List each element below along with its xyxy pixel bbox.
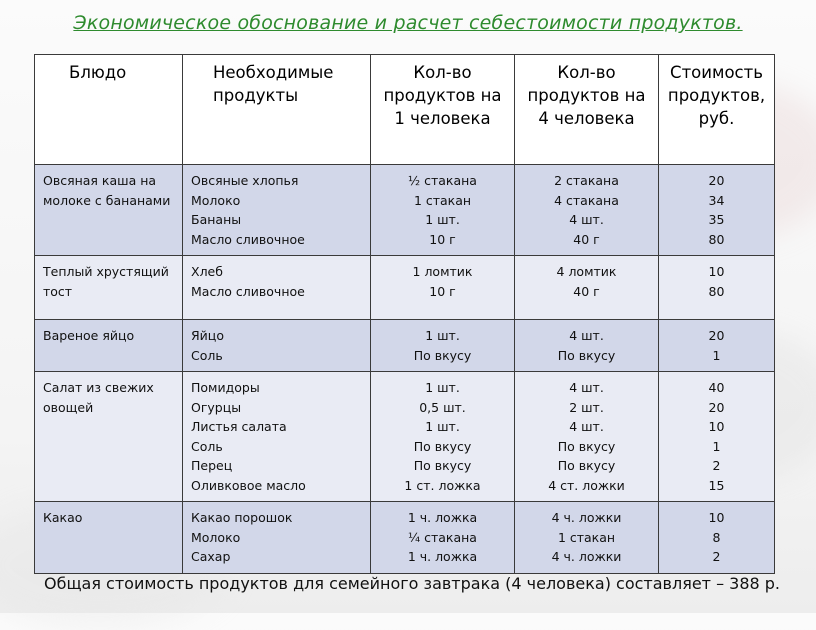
product-item-cell [183, 256, 371, 320]
product-item-cell [183, 320, 371, 372]
header-qty-4-persons: Кол-во продуктов на 4 человека [515, 55, 659, 165]
page-title: Экономическое обоснование и расчет себестоимости продуктов. [73, 12, 743, 34]
product-item: Соль [191, 347, 223, 363]
table-row [35, 256, 775, 320]
product-item: Огурцы [191, 399, 242, 415]
product-item: Масло сливочное [191, 283, 305, 299]
qty-4-persons-cell [515, 320, 659, 372]
qty-4-persons-cell [515, 256, 659, 320]
qty-4-persons-cell [515, 165, 659, 256]
product-item-cell [183, 502, 371, 574]
qty-4-persons: 4 ч. ложки [551, 549, 622, 564]
qty-4-persons-cell [515, 502, 659, 574]
qty-4-persons: 4 шт. [569, 328, 604, 343]
qty-4-persons: 4 ломтик [556, 264, 617, 279]
table-row [35, 320, 775, 372]
cost-value: 40 [708, 380, 725, 395]
total-cost-summary: Общая стоимость продуктов для семейного завтрака (4 человека) составляет – 388 р. [44, 574, 781, 593]
cost-value: 35 [708, 212, 725, 227]
qty-4-persons: 2 стакана [554, 173, 619, 188]
qty-4-persons: 4 шт. [569, 380, 604, 395]
product-item: Молоко [191, 529, 241, 545]
qty-1-person: 1 шт. [425, 212, 460, 227]
cost-value: 2 [712, 549, 721, 564]
table-row [35, 502, 775, 574]
product-item: Оливковое масло [191, 477, 306, 493]
dish-name: Салат из свежих овощей [35, 372, 183, 502]
qty-4-persons: 4 ч. ложки [551, 510, 622, 525]
cost-value: 20 [708, 399, 725, 415]
product-item: Хлеб [191, 264, 223, 279]
product-item: Листья салата [191, 419, 287, 434]
qty-4-persons: По вкусу [557, 347, 616, 363]
cost-value: 1 [712, 347, 721, 363]
qty-4-persons: 4 ст. ложки [548, 477, 625, 493]
qty-1-person-cell [371, 502, 515, 574]
product-item: Молоко [191, 192, 241, 208]
cost-value: 10 [708, 419, 725, 434]
cost-value-cell [659, 256, 775, 320]
qty-1-person: 1 ч. ложка [407, 549, 478, 564]
header-dish: Блюдо [35, 55, 183, 165]
product-item: Яйцо [191, 328, 224, 343]
cost-value: 20 [708, 328, 725, 343]
cost-value: 10 [708, 264, 725, 279]
qty-4-persons-cell [515, 372, 659, 502]
qty-4-persons: 40 г [573, 283, 600, 299]
qty-1-person-cell [371, 320, 515, 372]
qty-4-persons: По вкусу [557, 458, 616, 473]
qty-1-person: 1 ст. ложка [404, 477, 481, 493]
qty-1-person: 10 г [429, 283, 456, 299]
product-item: Бананы [191, 212, 242, 227]
header-products: Необходимые продукты [183, 55, 371, 165]
product-item: Сахар [191, 549, 231, 564]
product-item: Масло сливочное [191, 231, 305, 247]
qty-1-person: По вкусу [413, 347, 472, 363]
qty-4-persons: 4 стакана [554, 192, 619, 208]
product-item: Соль [191, 438, 223, 454]
qty-4-persons: 4 шт. [569, 419, 604, 434]
cost-value: 1 [712, 438, 721, 454]
qty-4-persons: 40 г [573, 231, 600, 247]
qty-1-person: 1 шт. [425, 419, 460, 434]
qty-1-person: 1 шт. [425, 380, 460, 395]
cost-value: 80 [708, 283, 725, 299]
cost-value-cell [659, 502, 775, 574]
cost-value: 80 [708, 231, 725, 247]
cost-value-cell [659, 372, 775, 502]
qty-1-person: ½ стакана [408, 173, 477, 188]
qty-1-person: По вкусу [413, 438, 472, 454]
dish-name: Вареное яйцо [35, 320, 183, 372]
table-row [35, 165, 775, 256]
cost-value: 2 [712, 458, 721, 473]
qty-4-persons: 4 шт. [569, 212, 604, 227]
dish-name: Какао [35, 502, 183, 574]
qty-1-person-cell [371, 372, 515, 502]
qty-4-persons: 1 стакан [557, 529, 616, 545]
product-item-cell [183, 165, 371, 256]
cost-value: 8 [712, 529, 721, 545]
qty-1-person: 1 стакан [413, 192, 472, 208]
qty-1-person: По вкусу [413, 458, 472, 473]
product-item: Перец [191, 458, 233, 473]
table-header-row [35, 55, 775, 165]
qty-1-person: 1 ломтик [412, 264, 473, 279]
qty-1-person: 0,5 шт. [419, 399, 466, 415]
qty-4-persons: 2 шт. [569, 399, 604, 415]
cost-value: 20 [708, 173, 725, 188]
product-item: Какао порошок [191, 510, 293, 525]
cost-value-cell [659, 165, 775, 256]
cost-value-cell [659, 320, 775, 372]
product-item: Помидоры [191, 380, 260, 395]
cost-value: 10 [708, 510, 725, 525]
qty-1-person-cell [371, 256, 515, 320]
qty-1-person: 1 ч. ложка [407, 510, 478, 525]
dish-name: Овсяная каша на молоке с бананами [35, 165, 183, 256]
cost-value: 34 [708, 192, 725, 208]
product-item: Овсяные хлопья [191, 173, 299, 188]
qty-1-person: ¼ стакана [408, 529, 477, 545]
qty-4-persons: По вкусу [557, 438, 616, 454]
header-qty-1-person: Кол-во продуктов на 1 человека [371, 55, 515, 165]
qty-1-person: 1 шт. [425, 328, 460, 343]
qty-1-person: 10 г [429, 231, 456, 247]
cost-table [34, 54, 775, 574]
table-row [35, 372, 775, 502]
cost-value: 15 [708, 477, 725, 493]
header-cost: Стоимость продуктов, руб. [659, 55, 775, 165]
qty-1-person-cell [371, 165, 515, 256]
product-item-cell [183, 372, 371, 502]
dish-name: Теплый хрустящий тост [35, 256, 183, 320]
